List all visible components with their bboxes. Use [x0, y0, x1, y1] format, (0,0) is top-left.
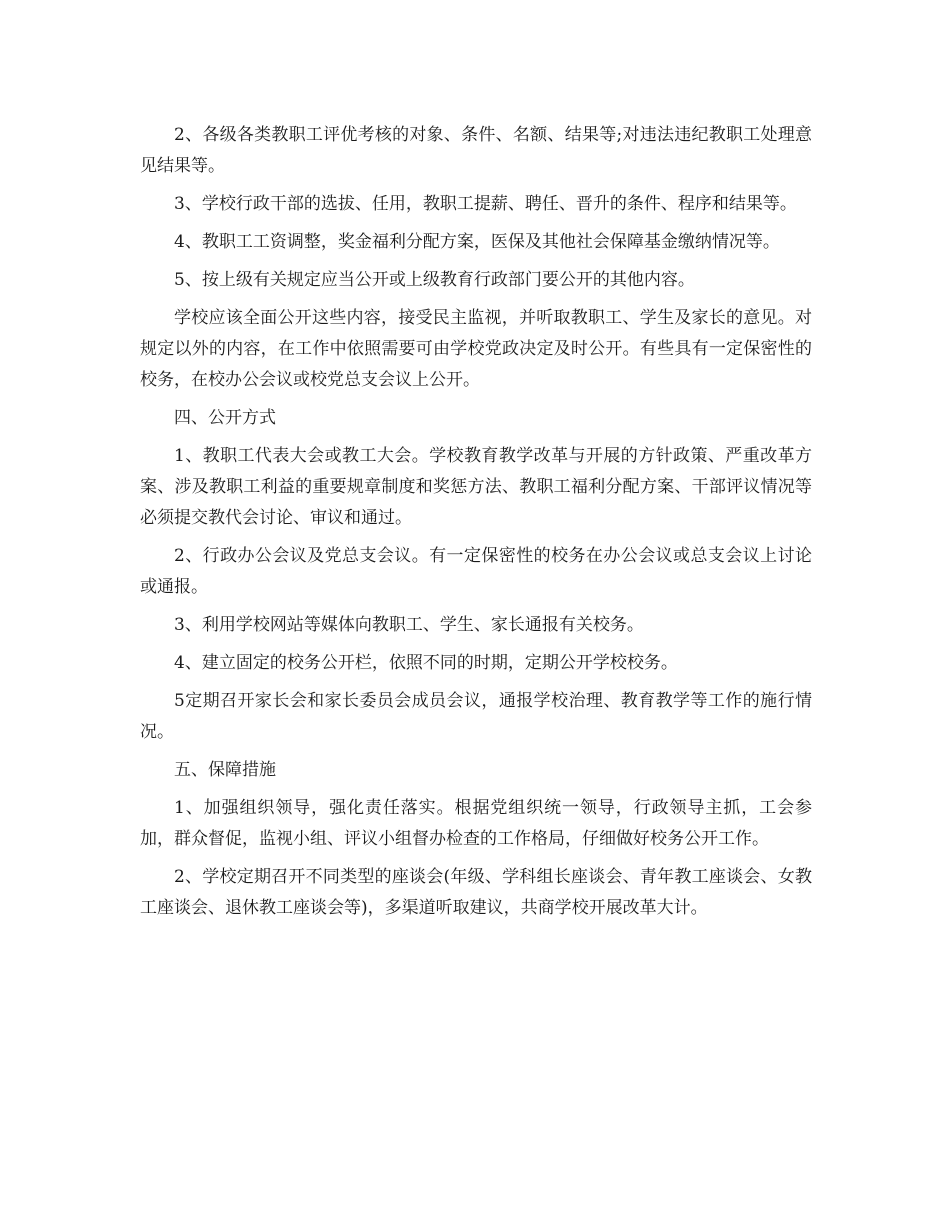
- paragraph-method-4-bulletin: 4、建立固定的校务公开栏，依照不同的时期，定期公开学校校务。: [174, 653, 678, 673]
- document-body: [140, 120, 812, 931]
- paragraph-item-4-salary: 4、教职工工资调整，奖金福利分配方案，医保及其他社会保障基金缴纳情况等。: [174, 232, 780, 252]
- section-heading-disclosure-methods: 四、公开方式: [174, 408, 276, 428]
- paragraph-item-2-evaluation: 2、各级各类教职工评优考核的对象、条件、名额、结果等;对违法违纪教职工处理意见结果等。: [140, 125, 812, 176]
- section-heading-safeguards: 五、保障措施: [174, 760, 276, 780]
- paragraph-disclosure-summary: 学校应该全面公开这些内容，接受民主监视，并听取教职工、学生及家长的意见。对规定以外的内容，在工作中依照需要可由学校党政决定及时公开。有些具有一定保密性的校务，在校办公会议或校党总支会议上公开。: [140, 308, 812, 390]
- paragraph-safeguard-1-leadership: 1、加强组织领导，强化责任落实。根据党组织统一领导，行政领导主抓，工会参加，群众督促，监视小组、评议小组督办检查的工作格局，仔细做好校务公开工作。: [140, 798, 812, 849]
- paragraph-item-3-cadre-selection: 3、学校行政干部的选拔、任用，教职工提薪、聘任、晋升的条件、程序和结果等。: [174, 194, 797, 214]
- paragraph-method-3-website: 3、利用学校网站等媒体向教职工、学生、家长通报有关校务。: [174, 615, 644, 635]
- paragraph-method-2-meetings: 2、行政办公会议及党总支会议。有一定保密性的校务在办公会议或总支会议上讨论或通报。: [140, 546, 812, 597]
- paragraph-item-5-other-content: 5、按上级有关规定应当公开或上级教育行政部门要公开的其他内容。: [174, 270, 695, 290]
- paragraph-method-1-congress: 1、教职工代表大会或教工大会。学校教育教学改革与开展的方针政策、严重改革方案、涉及教职工利益的重要规章制度和奖惩方法、教职工福利分配方案、干部评议情况等必须提交教代会讨论、审议和通过。: [140, 446, 812, 528]
- paragraph-safeguard-2-forums: 2、学校定期召开不同类型的座谈会(年级、学科组长座谈会、青年教工座谈会、女教工座谈会、退休教工座谈会等)，多渠道听取建议，共商学校开展改革大计。: [140, 867, 812, 918]
- paragraph-method-5-parent-meetings: 5定期召开家长会和家长委员会成员会议，通报学校治理、教育教学等工作的施行情况。: [140, 691, 812, 742]
